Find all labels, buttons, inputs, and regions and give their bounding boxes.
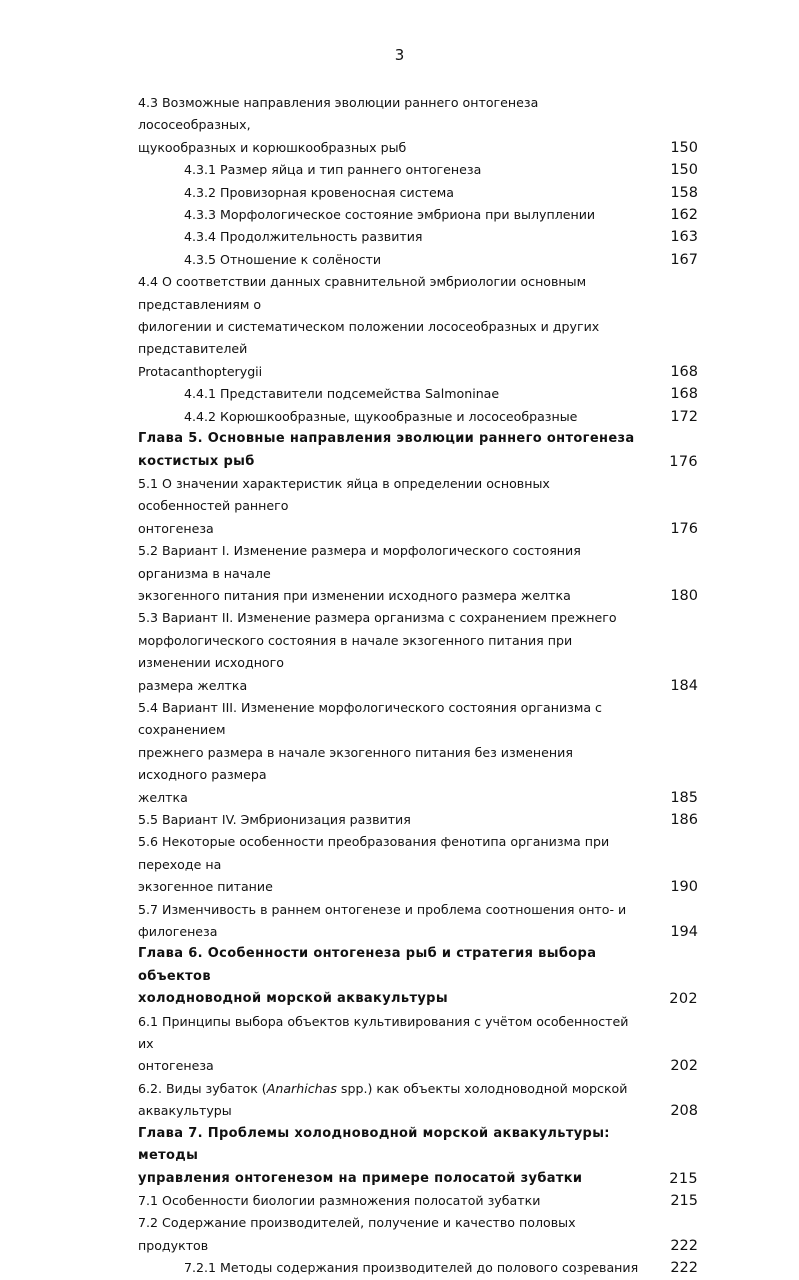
toc-entry-line bbox=[138, 540, 698, 585]
toc-page-number: 163 bbox=[670, 229, 698, 246]
toc-page-number: 168 bbox=[670, 386, 698, 403]
toc-entry-title: 4.3 Возможные направления эволюции раннего онтогенеза лососеобразных, bbox=[138, 95, 539, 133]
toc-entry-title: костистых рыб bbox=[138, 453, 255, 469]
toc-page-number: 194 bbox=[670, 924, 698, 941]
toc-page-number: 208 bbox=[670, 1103, 698, 1120]
toc-entry-line bbox=[138, 383, 698, 405]
toc-page-number: 150 bbox=[670, 139, 698, 156]
toc-entry-line bbox=[138, 607, 698, 629]
toc-entry-title: 5.3 Вариант II. Изменение размера организма с сохранением прежнего bbox=[138, 610, 617, 626]
toc-entry-line bbox=[138, 1212, 698, 1257]
toc-page-number: 215 bbox=[670, 1192, 698, 1209]
toc-entry-title: 4.3.3 Морфологическое состояние эмбриона при вылуплении bbox=[184, 207, 596, 223]
toc-entry-title: онтогенеза bbox=[138, 520, 214, 536]
toc-entry-title: 4.3.2 Провизорная кровеносная система bbox=[184, 184, 454, 200]
toc-entry-title: морфологического состояния в начале экзогенного питания при изменении исходного bbox=[138, 632, 573, 671]
table-of-contents bbox=[138, 92, 698, 1280]
toc-entry-title: 4.3.4 Продолжительность развития bbox=[184, 229, 423, 245]
toc-entry-title: прежнего размера в начале экзогенного питания без изменения исходного размера bbox=[138, 744, 573, 783]
toc-entry-title: 5.5 Вариант IV. Эмбрионизация развития bbox=[138, 812, 411, 827]
toc-page-number: 215 bbox=[669, 1170, 698, 1187]
toc-entry-title: экзогенное питание bbox=[138, 879, 273, 895]
toc-chapter-line bbox=[138, 1168, 698, 1190]
toc-entry-title: 7.2 Содержание производителей, получение и качество половых продуктов bbox=[138, 1215, 576, 1253]
toc-entry-line bbox=[138, 137, 698, 159]
toc-entry-title: экзогенного питания при изменении исходного размера желтка bbox=[138, 587, 571, 603]
toc-entry-title: 5.2 Вариант I. Изменение размера и морфологического состояния организма в начале bbox=[138, 543, 581, 581]
toc-entry-title: 4.4 О соответствии данных сравнительной эмбриологии основным представлениям о bbox=[138, 274, 587, 312]
toc-entry-line bbox=[138, 204, 698, 226]
toc-entry-title: Глава 5. Основные направления эволюции раннего онтогенеза bbox=[138, 431, 635, 447]
toc-page-number: 167 bbox=[670, 251, 698, 268]
toc-entry-title: 5.1 О значении характеристик яйца в определении основных особенностей раннего bbox=[138, 475, 550, 514]
toc-entry-line bbox=[138, 899, 698, 944]
toc-entry-title: размера желтка bbox=[138, 677, 248, 693]
toc-entry-line bbox=[138, 787, 698, 809]
toc-page-number: 150 bbox=[670, 162, 698, 179]
toc-page-number: 222 bbox=[670, 1260, 698, 1277]
toc-entry-title: 5.6 Некоторые особенности преобразования фенотипа организма при переходе на bbox=[138, 834, 610, 872]
toc-entry-line bbox=[138, 697, 698, 742]
toc-page-number: 185 bbox=[670, 789, 698, 806]
toc-page-number: 162 bbox=[670, 207, 698, 224]
toc-entry-line bbox=[138, 1100, 698, 1122]
toc-entry-line bbox=[138, 809, 698, 831]
toc-entry-line bbox=[138, 1078, 698, 1100]
toc-entry-title: Protacanthopterygii bbox=[138, 363, 263, 379]
toc-page-number: 176 bbox=[670, 520, 698, 537]
toc-page-number: 158 bbox=[670, 184, 698, 201]
toc-entry-line bbox=[138, 1190, 698, 1212]
toc-chapter-line bbox=[138, 428, 698, 450]
toc-entry-title: 5.7 Изменчивость в раннем онтогенезе и проблема соотношения онто- и филогенеза bbox=[138, 901, 627, 940]
toc-entry-title: 4.4.1 Представители подсемейства Salmoninae bbox=[184, 386, 500, 402]
toc-entry-title: 7.1 Особенности биологии размножения полосатой зубатки bbox=[138, 1192, 541, 1208]
toc-chapter-line bbox=[138, 1123, 698, 1168]
toc-entry-line bbox=[138, 630, 698, 675]
toc-entry-line bbox=[138, 182, 698, 204]
toc-entry-line bbox=[138, 742, 698, 787]
toc-entry-title: 5.4 Вариант III. Изменение морфологического состояния организма с сохранением bbox=[138, 699, 602, 738]
toc-chapter-line bbox=[138, 943, 698, 988]
page-number: 3 bbox=[394, 46, 405, 64]
toc-entry-line bbox=[138, 518, 698, 540]
toc-page-number: 172 bbox=[670, 408, 698, 425]
toc-entry-line bbox=[138, 159, 698, 181]
toc-entry-title: 4.4.2 Корюшкообразные, щукообразные и лососеобразные bbox=[184, 408, 578, 424]
toc-entry-line bbox=[138, 876, 698, 898]
toc-entry-title: 4.3.1 Размер яйца и тип раннего онтогенеза bbox=[184, 162, 482, 178]
toc-page-number: 168 bbox=[670, 363, 698, 380]
toc-entry-line bbox=[138, 585, 698, 607]
toc-page-number: 202 bbox=[670, 1058, 698, 1075]
toc-entry-line bbox=[138, 1055, 698, 1077]
toc-entry-title: холодноводной морской аквакультуры bbox=[138, 991, 448, 1007]
toc-entry-line bbox=[138, 1011, 698, 1056]
toc-page-number: 202 bbox=[669, 991, 698, 1008]
toc-entry-line bbox=[138, 226, 698, 248]
toc-entry-title: 6.1 Принципы выбора объектов культивирования с учётом особенностей их bbox=[138, 1013, 629, 1052]
toc-entry-title: Глава 6. Особенности онтогенеза рыб и стратегия выбора объектов bbox=[138, 946, 597, 984]
toc-page-number: 176 bbox=[669, 453, 698, 470]
toc-page-number: 180 bbox=[670, 587, 698, 604]
toc-entry-title: управления онтогенезом на примере полосатой зубатки bbox=[138, 1170, 583, 1186]
toc-page-number: 190 bbox=[670, 879, 698, 896]
toc-entry-title: 6.2. Виды зубаток (Anarhichas spp.) как объекты холодноводной морской bbox=[138, 1080, 628, 1096]
toc-entry-line bbox=[138, 249, 698, 271]
toc-entry-title: 7.2.1 Методы содержания производителей до полового созревания bbox=[184, 1260, 639, 1276]
toc-entry-line bbox=[138, 361, 698, 383]
toc-chapter-line bbox=[138, 988, 698, 1010]
toc-entry-line bbox=[138, 92, 698, 137]
toc-chapter-line bbox=[138, 451, 698, 473]
toc-entry-line bbox=[138, 271, 698, 316]
toc-entry-title: 4.3.5 Отношение к солёности bbox=[184, 251, 382, 267]
toc-entry-line bbox=[138, 1257, 698, 1279]
toc-entry-title: аквакультуры bbox=[138, 1103, 232, 1119]
toc-page-number: 222 bbox=[670, 1237, 698, 1254]
toc-entry-title: онтогенеза bbox=[138, 1058, 214, 1074]
toc-entry-line bbox=[138, 406, 698, 428]
toc-entry-title: филогении и систематическом положении лососеобразных и других представителей bbox=[138, 319, 600, 357]
toc-entry-title: желтка bbox=[138, 789, 188, 805]
toc-entry-title: щукообразных и корюшкообразных рыб bbox=[138, 139, 407, 155]
toc-entry-line bbox=[138, 675, 698, 697]
toc-entry-line bbox=[138, 473, 698, 518]
toc-page-number: 186 bbox=[670, 812, 698, 828]
toc-page-number: 184 bbox=[670, 677, 698, 694]
toc-entry-title: Глава 7. Проблемы холодноводной морской аквакультуры: методы bbox=[138, 1125, 610, 1164]
toc-entry-line bbox=[138, 831, 698, 876]
toc-entry-line bbox=[138, 316, 698, 361]
